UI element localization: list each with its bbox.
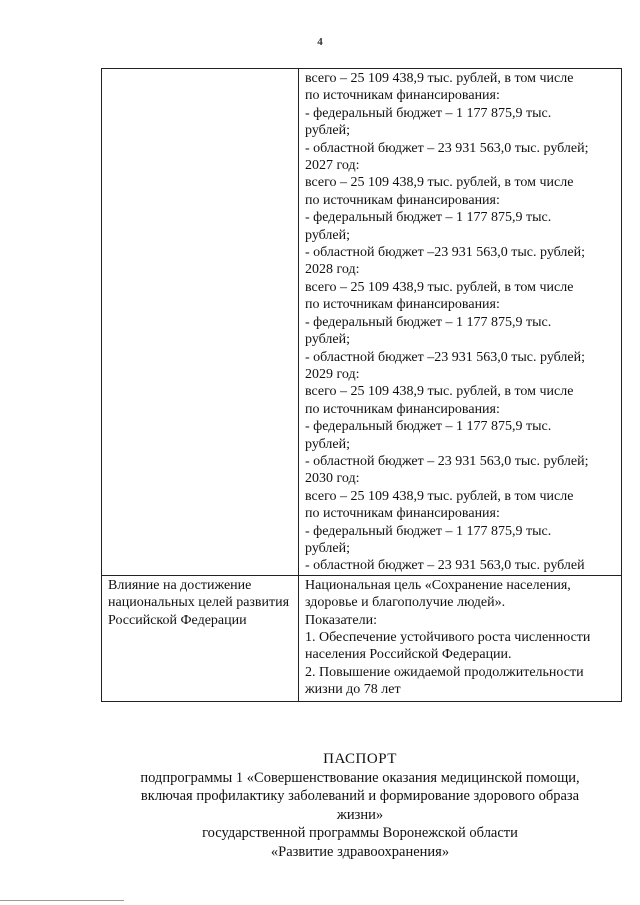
funding-value-cell xyxy=(299,69,622,576)
funding-line: 2029 год: xyxy=(305,366,360,382)
impact-label: Влияние на достижение национальных целей развития Российской Федерации xyxy=(108,577,290,628)
funding-line: по источникам финансирования: xyxy=(305,192,500,208)
subprogram-passport-title xyxy=(100,750,620,861)
title-line: «Развитие здравоохранения» xyxy=(270,843,450,860)
funding-label-cell xyxy=(102,69,299,576)
funding-line: по источникам финансирования: xyxy=(305,88,500,104)
funding-line: 2027 год: xyxy=(305,158,360,174)
funding-line: рублей; xyxy=(305,540,350,556)
impact-row xyxy=(102,575,622,701)
impact-value-cell xyxy=(299,575,622,701)
title-line: жизни» xyxy=(336,806,384,823)
funding-line: - федеральный бюджет – 1 177 875,9 тыс. xyxy=(305,210,552,226)
funding-line: - областной бюджет –23 931 563,0 тыс. рублей; xyxy=(305,245,585,261)
funding-line: по источникам финансирования: xyxy=(305,506,500,522)
indicator-item: 1. Обеспечение устойчивого роста численности населения Российской Федерации. xyxy=(305,630,591,663)
funding-line: по источникам финансирования: xyxy=(305,401,500,417)
title-line: включая профилактику заболеваний и формирование здорового образа xyxy=(140,788,580,804)
indicators-title: Показатели: xyxy=(305,612,377,628)
funding-line: - федеральный бюджет – 1 177 875,9 тыс. xyxy=(305,314,552,330)
funding-line: - федеральный бюджет – 1 177 875,9 тыс. xyxy=(305,105,552,121)
funding-line: рублей; xyxy=(305,436,350,452)
funding-line: по источникам финансирования: xyxy=(305,297,500,313)
title-line: государственной программы Воронежской области xyxy=(202,825,518,841)
impact-label-cell xyxy=(102,575,299,701)
funding-line: 2030 год: xyxy=(305,471,360,487)
funding-line: - областной бюджет – 23 931 563,0 тыс. рублей; xyxy=(305,453,589,469)
funding-line: всего – 25 109 438,9 тыс. рублей, в том числе xyxy=(305,175,574,191)
funding-line: всего – 25 109 438,9 тыс. рублей, в том числе xyxy=(305,488,574,504)
funding-line: - областной бюджет –23 931 563,0 тыс. рублей; xyxy=(305,349,585,365)
passport-table xyxy=(101,68,622,702)
page-number: 4 xyxy=(317,36,323,48)
funding-line: - федеральный бюджет – 1 177 875,9 тыс. xyxy=(305,419,552,435)
title-line: подпрограммы 1 «Совершенствование оказания медицинской помощи, xyxy=(140,769,580,786)
funding-line: рублей; xyxy=(305,332,350,348)
passport-heading: ПАСПОРТ xyxy=(323,751,397,767)
funding-row xyxy=(102,69,622,576)
footer-rule xyxy=(0,900,124,901)
funding-line: рублей; xyxy=(305,123,350,139)
funding-line: - областной бюджет – 23 931 563,0 тыс. рублей xyxy=(305,558,585,574)
national-goal-text: Национальная цель «Сохранение населения, здоровье и благополучие людей». xyxy=(305,577,571,611)
indicator-item: 2. Повышение ожидаемой продолжительности жизни до 78 лет xyxy=(305,664,584,698)
funding-line: всего – 25 109 438,9 тыс. рублей, в том числе xyxy=(305,71,574,86)
funding-line: всего – 25 109 438,9 тыс. рублей, в том числе xyxy=(305,384,574,400)
funding-line: - федеральный бюджет – 1 177 875,9 тыс. xyxy=(305,523,552,539)
funding-line: 2028 год: xyxy=(305,262,360,278)
funding-line: рублей; xyxy=(305,227,350,243)
funding-line: - областной бюджет – 23 931 563,0 тыс. рублей; xyxy=(305,140,589,156)
funding-line: всего – 25 109 438,9 тыс. рублей, в том числе xyxy=(305,279,574,295)
